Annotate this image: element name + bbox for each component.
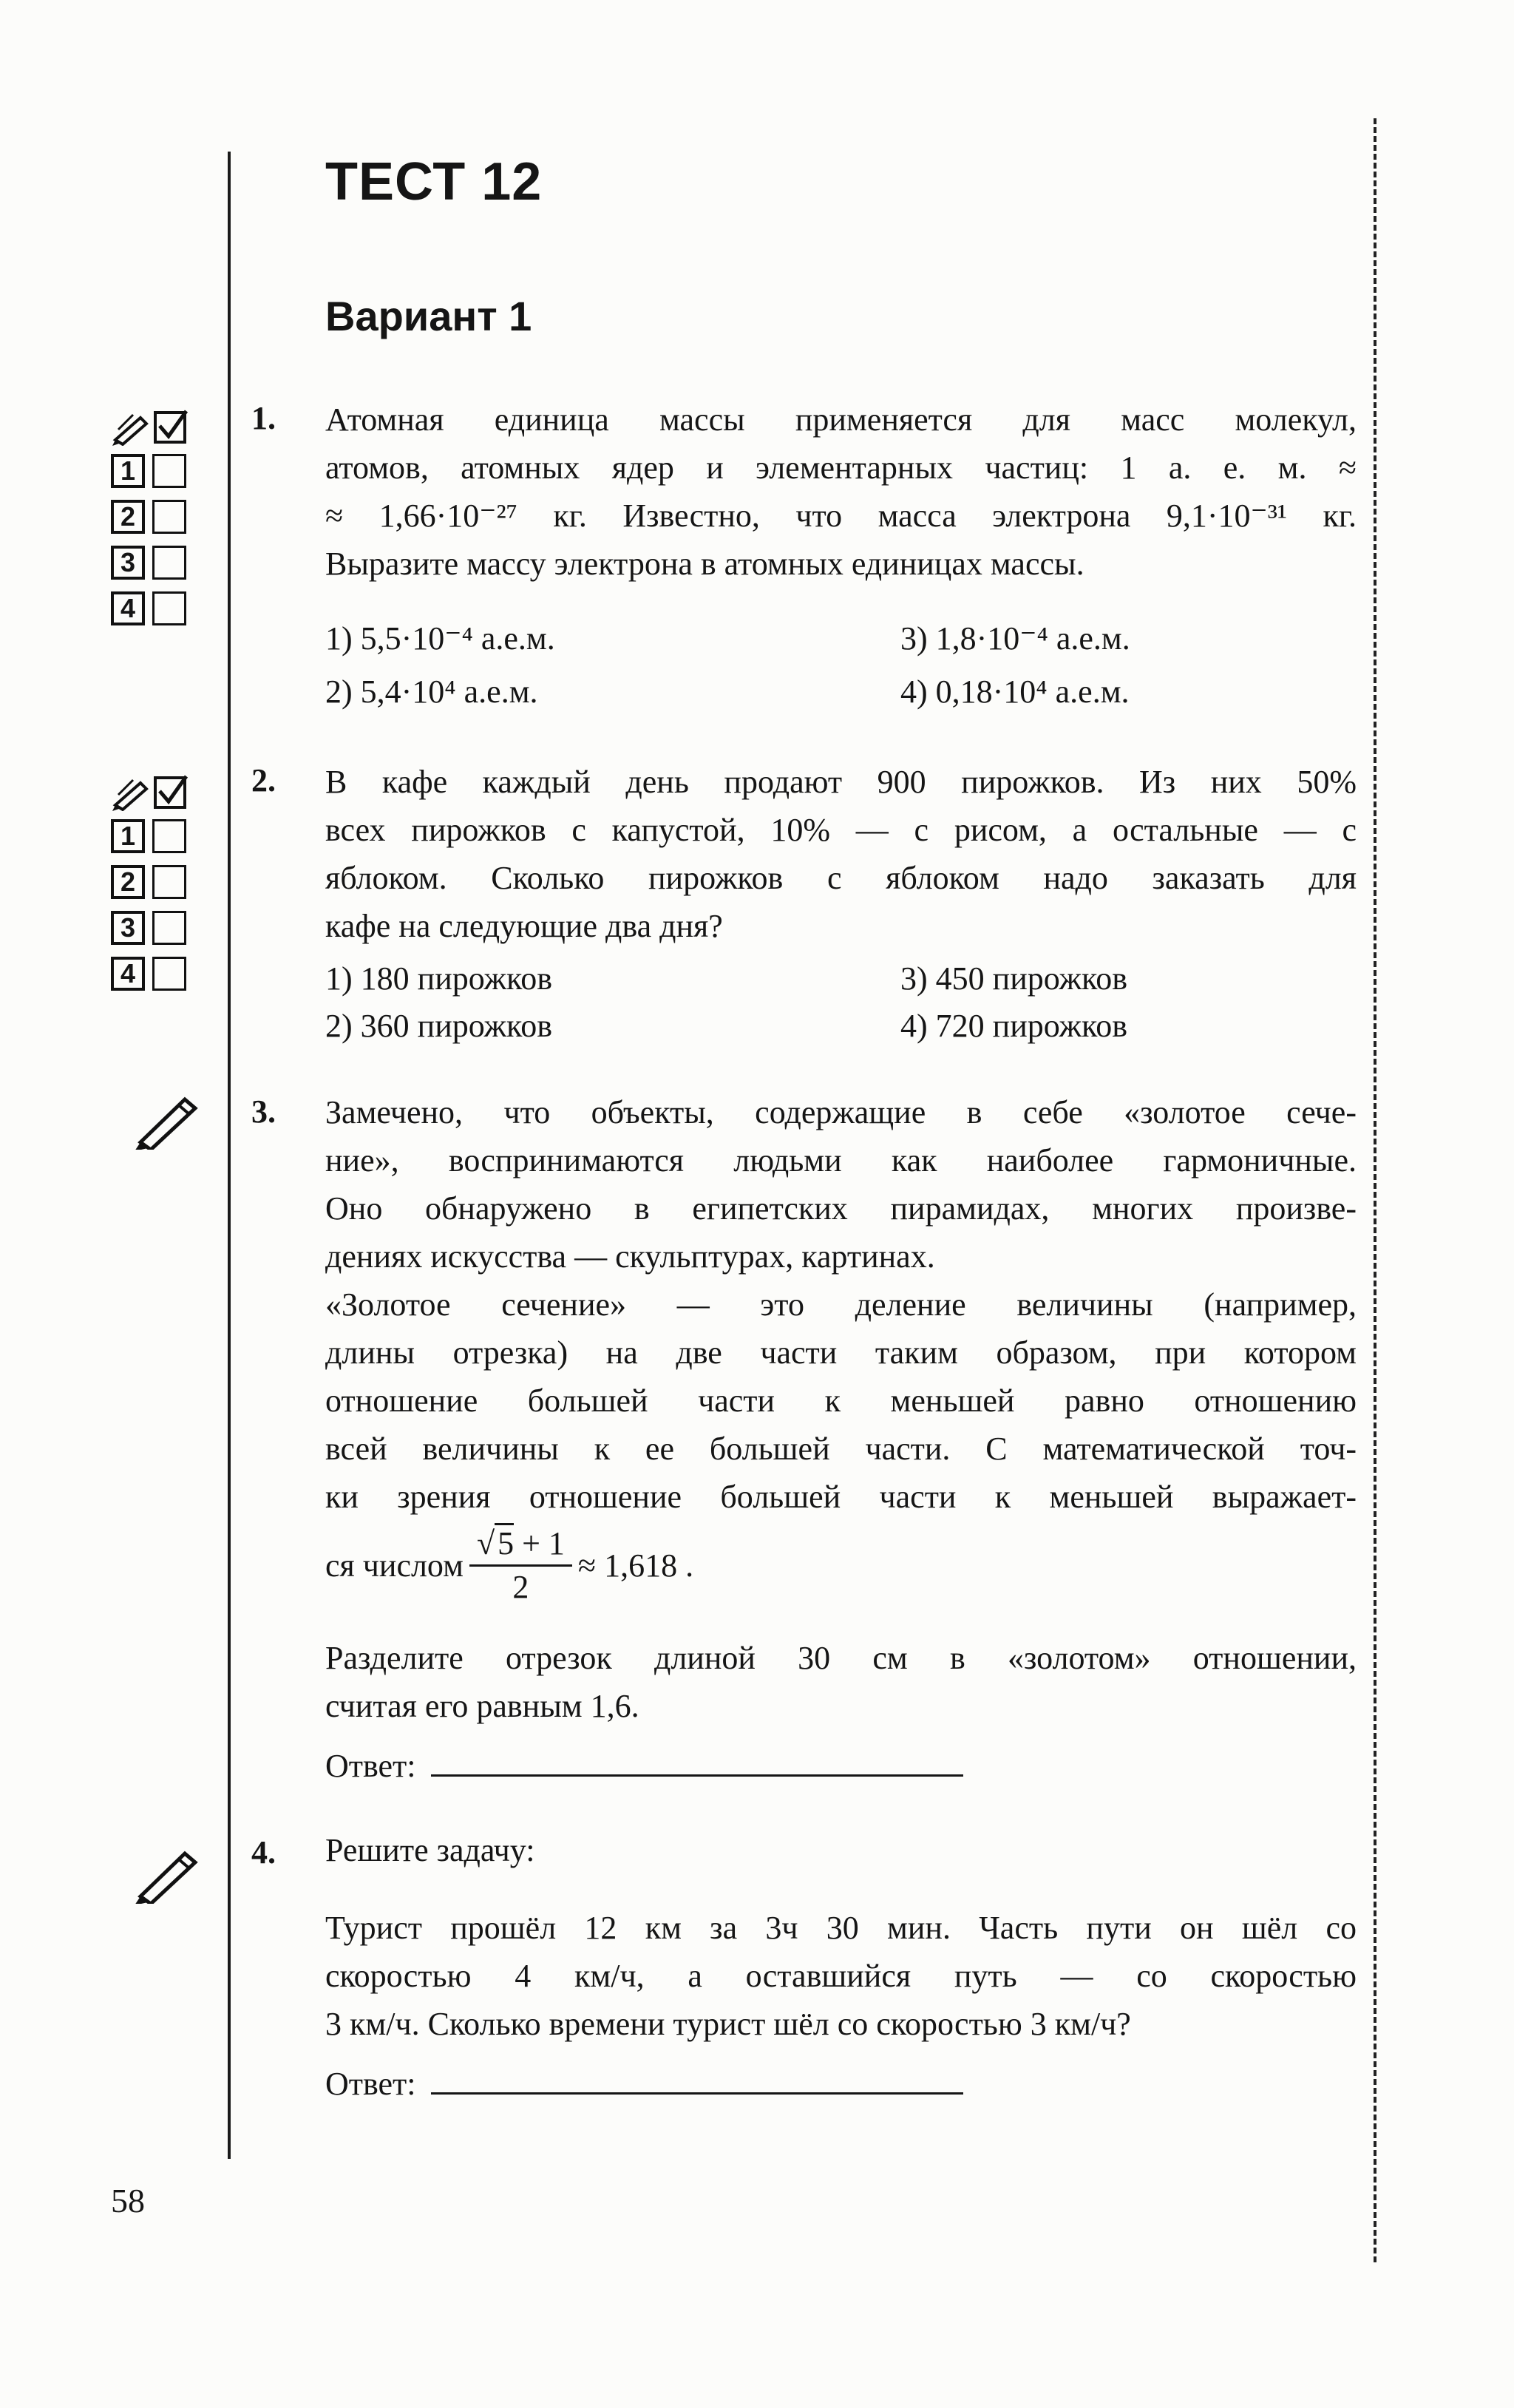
- option-number: 4: [111, 957, 145, 991]
- option-number: 2: [111, 865, 145, 899]
- question-number: 1.: [251, 400, 276, 436]
- answer-box-q2[interactable]: [111, 770, 189, 997]
- text-line: считая его равным 1,6.: [325, 1688, 639, 1724]
- option-checkbox[interactable]: [152, 454, 186, 488]
- answer-label: Ответ:: [325, 1748, 416, 1784]
- fraction-denominator: 2: [512, 1569, 529, 1605]
- variant-title: Вариант 1: [325, 293, 532, 339]
- answer-option-row[interactable]: [111, 813, 189, 859]
- text-line: всех пирожков с капустой, 10% — с рисом, а остальные — с: [325, 812, 1357, 848]
- text-line: Турист прошёл 12 км за 3ч 30 мин. Часть пути он шёл со: [325, 1910, 1357, 1946]
- answer-option-row[interactable]: [111, 540, 189, 586]
- question-1-text: [325, 396, 1357, 588]
- option-2[interactable]: 2) 360 пирожков: [325, 1008, 552, 1044]
- text-line: В кафе каждый день продают 900 пирожков. Из них 50%: [325, 764, 1357, 800]
- text-line: кафе на следующие два дня?: [325, 908, 723, 944]
- option-number: 1: [111, 819, 145, 853]
- text-line: ние», воспринимаются людьми как наиболее гармоничные.: [325, 1142, 1357, 1178]
- formula-prefix: ся числом: [325, 1547, 464, 1584]
- question-3-task: [325, 1634, 1357, 1730]
- option-4[interactable]: 4) 720 пирожков: [900, 1008, 1127, 1044]
- question-4-text: [325, 1904, 1357, 2048]
- option-4[interactable]: 4) 0,18·10⁴ а.е.м.: [900, 674, 1130, 710]
- answer-field-q3[interactable]: [325, 1745, 963, 1785]
- question-4-intro: Решите задачу:: [325, 1832, 535, 1868]
- answer-option-row[interactable]: [111, 448, 189, 494]
- text-line: яблоком. Сколько пирожков с яблоком надо заказать для: [325, 860, 1357, 896]
- pencil-icon: [126, 1091, 200, 1150]
- pen-icon: [111, 773, 152, 811]
- answer-field-q4[interactable]: [325, 2063, 963, 2103]
- answer-input-line[interactable]: [431, 2063, 963, 2095]
- fraction-numerator: √5 + 1: [469, 1523, 572, 1567]
- answer-option-row[interactable]: [111, 859, 189, 905]
- text-line: скоростью 4 км/ч, а оставшийся путь — со скоростью: [325, 1958, 1357, 1994]
- text-line: Оно обнаружено в египетских пирамидах, многих произве-: [325, 1190, 1357, 1227]
- option-checkbox[interactable]: [152, 911, 186, 945]
- question-2-text: [325, 758, 1357, 950]
- formula-suffix: ≈ 1,618 .: [577, 1547, 694, 1584]
- checkbox-icon: [152, 773, 189, 810]
- option-1[interactable]: 1) 5,5·10⁻⁴ а.е.м.: [325, 620, 555, 657]
- option-checkbox[interactable]: [152, 819, 186, 853]
- option-number: 2: [111, 500, 145, 534]
- text-line: Разделите отрезок длиной 30 см в «золотом» отношении,: [325, 1640, 1357, 1676]
- option-number: 1: [111, 454, 145, 488]
- text-line: дениях искусства — скульптурах, картинах.: [325, 1238, 935, 1275]
- test-title: ТЕСТ 12: [325, 152, 543, 211]
- pencil-icon: [126, 1845, 200, 1904]
- answer-box-q1[interactable]: [111, 405, 189, 631]
- option-3[interactable]: 3) 450 пирожков: [900, 960, 1127, 997]
- text-line: атомов, атомных ядер и элементарных частиц: 1 а. е. м. ≈: [325, 450, 1357, 486]
- text-line: Атомная единица массы применяется для масс молекул,: [325, 401, 1357, 438]
- option-number: 3: [111, 911, 145, 945]
- text-line: 3 км/ч. Сколько времени турист шёл со скоростью 3 км/ч?: [325, 2006, 1131, 2042]
- option-checkbox[interactable]: [152, 957, 186, 991]
- pen-icon: [111, 407, 152, 446]
- answer-input-line[interactable]: [431, 1745, 963, 1777]
- answer-label: Ответ:: [325, 2066, 416, 2102]
- question-number: 4.: [251, 1834, 276, 1871]
- option-3[interactable]: 3) 1,8·10⁻⁴ а.е.м.: [900, 620, 1130, 657]
- sqrt-radicand: 5: [495, 1523, 514, 1561]
- text-line: Замечено, что объекты, содержащие в себе «золотое сече-: [325, 1094, 1357, 1130]
- answer-option-row[interactable]: [111, 905, 189, 951]
- option-number: 3: [111, 546, 145, 580]
- text-line: всей величины к ее большей части. С математической точ-: [325, 1431, 1357, 1467]
- fraction: [469, 1523, 572, 1608]
- text-line: длины отрезка) на две части таким образом, при котором: [325, 1334, 1357, 1371]
- text-line: «Золотое сечение» — это деление величины (например,: [325, 1286, 1357, 1323]
- text-line: ки зрения отношение большей части к меньшей выражает-: [325, 1479, 1357, 1515]
- option-number: 4: [111, 591, 145, 625]
- question-number: 3.: [251, 1093, 276, 1130]
- page-number: 58: [111, 2182, 145, 2219]
- option-1[interactable]: 1) 180 пирожков: [325, 960, 552, 997]
- option-checkbox[interactable]: [152, 500, 186, 534]
- text-line: ≈ 1,66·10⁻²⁷ кг. Известно, что масса электрона 9,1·10⁻³¹ кг.: [325, 498, 1357, 534]
- option-checkbox[interactable]: [152, 546, 186, 580]
- cut-line: [1374, 118, 1376, 2262]
- answer-option-row[interactable]: [111, 586, 189, 631]
- text-line: отношение большей части к меньшей равно отношению: [325, 1383, 1357, 1419]
- option-checkbox[interactable]: [152, 591, 186, 625]
- left-margin-rule: [228, 152, 231, 2159]
- answer-option-row[interactable]: [111, 494, 189, 540]
- text-line: Выразите массу электрона в атомных единицах массы.: [325, 546, 1084, 582]
- answer-option-row[interactable]: [111, 951, 189, 997]
- numerator-rest: + 1: [514, 1525, 565, 1561]
- question-3-text: [325, 1088, 1357, 1521]
- option-checkbox[interactable]: [152, 865, 186, 899]
- golden-ratio-formula: [325, 1523, 693, 1608]
- checkbox-icon: [152, 408, 189, 445]
- question-number: 2.: [251, 762, 276, 798]
- option-2[interactable]: 2) 5,4·10⁴ а.е.м.: [325, 674, 538, 710]
